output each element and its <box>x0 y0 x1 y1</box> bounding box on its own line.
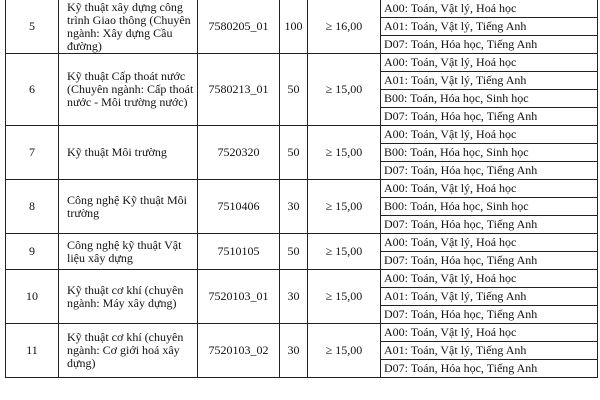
subject-combination: A01: Toán, Vật lý, Tiếng Anh <box>381 288 598 306</box>
program-quota: 30 <box>280 324 308 378</box>
program-name: Công nghệ kỹ thuật Vật liệu xây dựng <box>59 234 198 270</box>
subject-combination: A00: Toán, Vật lý, Hoá học <box>381 234 598 252</box>
subject-combination: A00: Toán, Vật lý, Hoá học <box>381 0 598 18</box>
admission-table <box>5 0 598 378</box>
minimum-score: ≥ 15,00 <box>308 270 381 324</box>
program-name: Kỹ thuật Môi trường <box>59 126 198 180</box>
subject-combination: A01: Toán, Vật lý, Tiếng Anh <box>381 342 598 360</box>
program-row <box>6 270 598 288</box>
program-name: Công nghệ Kỹ thuật Môi trường <box>59 180 198 234</box>
program-quota: 30 <box>280 180 308 234</box>
row-number: 6 <box>6 54 59 126</box>
program-quota: 50 <box>280 126 308 180</box>
program-name: Kỹ thuật cơ khí (chuyên ngành: Cơ giới hoá xây dựng) <box>59 324 198 378</box>
row-number: 10 <box>6 270 59 324</box>
subject-combination: A01: Toán, Vật lý, Tiếng Anh <box>381 72 598 90</box>
admission-table-body <box>6 0 598 378</box>
subject-combination: D07: Toán, Hóa học, Tiếng Anh <box>381 216 598 234</box>
row-number: 8 <box>6 180 59 234</box>
row-number: 7 <box>6 126 59 180</box>
program-row <box>6 234 598 252</box>
subject-combination: B00: Toán, Hóa học, Sinh học <box>381 144 598 162</box>
program-row <box>6 0 598 18</box>
program-row <box>6 126 598 144</box>
subject-combination: A00: Toán, Vật lý, Hoá học <box>381 324 598 342</box>
program-code: 7520103_01 <box>198 270 280 324</box>
subject-combination: D07: Toán, Hóa học, Tiếng Anh <box>381 306 598 324</box>
program-row <box>6 180 598 198</box>
minimum-score: ≥ 15,00 <box>308 126 381 180</box>
subject-combination: D07: Toán, Hóa học, Tiếng Anh <box>381 162 598 180</box>
subject-combination: D07: Toán, Hóa học, Tiếng Anh <box>381 36 598 54</box>
program-code: 7510406 <box>198 180 280 234</box>
subject-combination: D07: Toán, Hóa học, Tiếng Anh <box>381 252 598 270</box>
program-row <box>6 54 598 72</box>
program-row <box>6 324 598 342</box>
subject-combination: A00: Toán, Vật lý, Hoá học <box>381 54 598 72</box>
program-quota: 30 <box>280 270 308 324</box>
subject-combination: B00: Toán, Hóa học, Sinh học <box>381 198 598 216</box>
program-name: Kỹ thuật xây dựng công trình Giao thông (Chuyên ngành: Xây dựng Cầu đường) <box>59 0 198 54</box>
program-quota: 50 <box>280 54 308 126</box>
subject-combination: D07: Toán, Hóa học, Tiếng Anh <box>381 108 598 126</box>
minimum-score: ≥ 15,00 <box>308 54 381 126</box>
subject-combination: B00: Toán, Hóa học, Sinh học <box>381 90 598 108</box>
program-quota: 100 <box>280 0 308 54</box>
program-quota: 50 <box>280 234 308 270</box>
minimum-score: ≥ 15,00 <box>308 234 381 270</box>
minimum-score: ≥ 16,00 <box>308 0 381 54</box>
subject-combination: A00: Toán, Vật lý, Hoá học <box>381 180 598 198</box>
subject-combination: A00: Toán, Vật lý, Hoá học <box>381 270 598 288</box>
program-name: Kỹ thuật Cấp thoát nước (Chuyên ngành: Cấp thoát nước - Môi trường nước) <box>59 54 198 126</box>
subject-combination: D07: Toán, Hóa học, Tiếng Anh <box>381 360 598 378</box>
program-code: 7580213_01 <box>198 54 280 126</box>
minimum-score: ≥ 15,00 <box>308 324 381 378</box>
program-code: 7520320 <box>198 126 280 180</box>
row-number: 5 <box>6 0 59 54</box>
row-number: 11 <box>6 324 59 378</box>
subject-combination: A00: Toán, Vật lý, Hoá học <box>381 126 598 144</box>
minimum-score: ≥ 15,00 <box>308 180 381 234</box>
row-number: 9 <box>6 234 59 270</box>
subject-combination: A01: Toán, Vật lý, Tiếng Anh <box>381 18 598 36</box>
program-code: 7510105 <box>198 234 280 270</box>
program-name: Kỹ thuật cơ khí (chuyên ngành: Máy xây dựng) <box>59 270 198 324</box>
program-code: 7580205_01 <box>198 0 280 54</box>
program-code: 7520103_02 <box>198 324 280 378</box>
